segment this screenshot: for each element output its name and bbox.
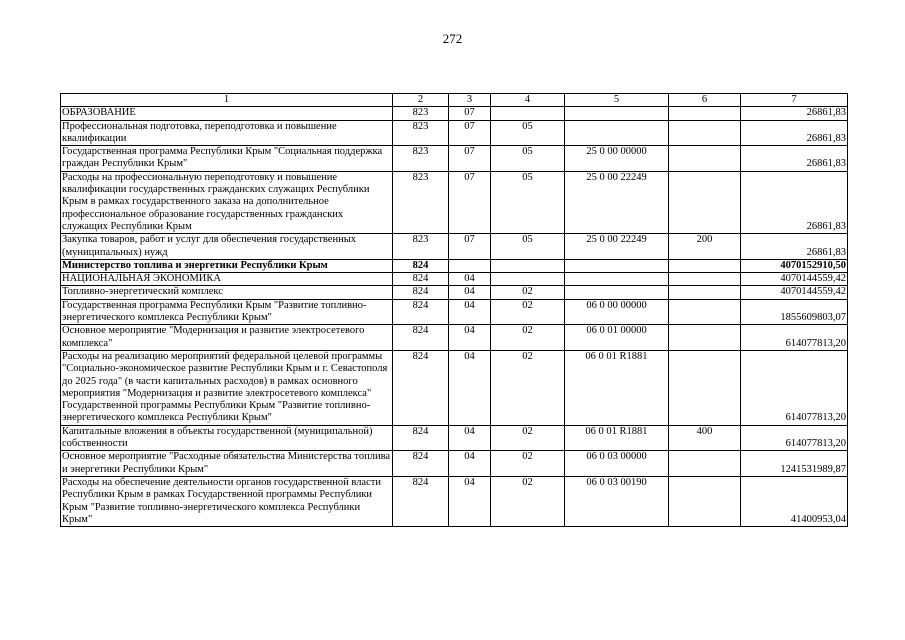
target-item-code: 06 0 00 00000 xyxy=(565,299,669,325)
amount: 41400953,04 xyxy=(741,476,848,526)
section-code: 07 xyxy=(449,171,491,233)
ministry-code: 823 xyxy=(393,171,449,233)
expense-type-code xyxy=(669,273,741,286)
page-number: 272 xyxy=(442,31,463,46)
section-code: 04 xyxy=(449,476,491,526)
row-name: Капитальные вложения в объекты государственной (муниципальной) собственности xyxy=(61,425,393,451)
ministry-code: 823 xyxy=(393,107,449,120)
table-row xyxy=(61,107,848,120)
amount: 614077813,20 xyxy=(741,350,848,425)
target-item-code: 06 0 01 00000 xyxy=(565,325,669,351)
expense-type-code xyxy=(669,286,741,299)
target-item-code: 06 0 01 R1881 xyxy=(565,350,669,425)
target-item-code: 25 0 00 00000 xyxy=(565,146,669,172)
expense-type-code xyxy=(669,350,741,425)
row-name: ОБРАЗОВАНИЕ xyxy=(61,107,393,120)
section-code: 07 xyxy=(449,120,491,146)
section-code: 04 xyxy=(449,299,491,325)
expense-type-code xyxy=(669,146,741,172)
subsection-code: 02 xyxy=(491,325,565,351)
table-row xyxy=(61,476,848,526)
target-item-code: 06 0 03 00190 xyxy=(565,476,669,526)
table-row xyxy=(61,171,848,233)
header-cell: 3 xyxy=(449,94,491,107)
ministry-code: 823 xyxy=(393,234,449,260)
section-code: 07 xyxy=(449,146,491,172)
subsection-code: 05 xyxy=(491,120,565,146)
expense-type-code xyxy=(669,476,741,526)
amount: 26861,83 xyxy=(741,120,848,146)
ministry-code: 824 xyxy=(393,259,449,272)
subsection-code: 02 xyxy=(491,425,565,451)
target-item-code xyxy=(565,273,669,286)
table-row xyxy=(61,286,848,299)
row-name: Расходы на профессиональную переподготовку и повышение квалификации государственных гражданских служащих Республики Крым в рамках государственного заказа на дополнительное профессиональное образование государственных гражданских служащих Республики Крым xyxy=(61,171,393,233)
expense-type-code xyxy=(669,171,741,233)
subsection-code: 05 xyxy=(491,234,565,260)
amount: 4070152910,50 xyxy=(741,259,848,272)
amount: 26861,83 xyxy=(741,171,848,233)
table-row xyxy=(61,259,848,272)
section-code: 04 xyxy=(449,451,491,477)
ministry-code: 824 xyxy=(393,476,449,526)
subsection-code xyxy=(491,259,565,272)
expense-type-code xyxy=(669,107,741,120)
table-row xyxy=(61,451,848,477)
table-header-row xyxy=(61,94,848,107)
ministry-code: 823 xyxy=(393,146,449,172)
subsection-code: 02 xyxy=(491,476,565,526)
amount: 1855609803,07 xyxy=(741,299,848,325)
row-name: Профессиональная подготовка, переподготовка и повышение квалификации xyxy=(61,120,393,146)
amount: 26861,83 xyxy=(741,146,848,172)
table-row xyxy=(61,146,848,172)
subsection-code: 02 xyxy=(491,451,565,477)
ministry-code: 824 xyxy=(393,299,449,325)
header-cell: 5 xyxy=(565,94,669,107)
row-name: Основное мероприятие "Модернизация и развитие электросетевого комплекса" xyxy=(61,325,393,351)
row-name: Закупка товаров, работ и услуг для обеспечения государственных (муниципальных) нужд xyxy=(61,234,393,260)
table-row xyxy=(61,299,848,325)
ministry-code: 824 xyxy=(393,286,449,299)
amount: 4070144559,42 xyxy=(741,273,848,286)
target-item-code xyxy=(565,286,669,299)
target-item-code: 06 0 03 00000 xyxy=(565,451,669,477)
target-item-code xyxy=(565,259,669,272)
section-code xyxy=(449,259,491,272)
table-row xyxy=(61,273,848,286)
ministry-code: 824 xyxy=(393,350,449,425)
table-row xyxy=(61,425,848,451)
amount: 26861,83 xyxy=(741,107,848,120)
section-code: 04 xyxy=(449,325,491,351)
subsection-code: 02 xyxy=(491,286,565,299)
expense-type-code xyxy=(669,259,741,272)
target-item-code: 06 0 01 R1881 xyxy=(565,425,669,451)
table-row xyxy=(61,350,848,425)
amount: 614077813,20 xyxy=(741,325,848,351)
amount: 614077813,20 xyxy=(741,425,848,451)
ministry-code: 824 xyxy=(393,325,449,351)
row-name: Государственная программа Республики Крым "Социальная поддержка граждан Республики Крым" xyxy=(61,146,393,172)
row-name: Расходы на обеспечение деятельности органов государственной власти Республики Крым в рамках Государственной программы Республики Крым "Развитие топливно-энергетического комплекса Республики Крым" xyxy=(61,476,393,526)
amount: 4070144559,42 xyxy=(741,286,848,299)
table-body xyxy=(61,107,848,527)
target-item-code: 25 0 00 22249 xyxy=(565,234,669,260)
section-code: 04 xyxy=(449,350,491,425)
row-name: Расходы на реализацию мероприятий федеральной целевой программы "Социально-экономическое развитие Республики Крым и г. Севастополя до 2025 года" (в части капитальных расходов) в рамках основного мероприятия "Модернизация и развитие электросетевого комплекса" Государственной программы Республики Крым "Развитие топливно-энергетического комплекса Республики Крым" xyxy=(61,350,393,425)
subsection-code: 02 xyxy=(491,299,565,325)
subsection-code xyxy=(491,273,565,286)
ministry-code: 823 xyxy=(393,120,449,146)
table-row xyxy=(61,120,848,146)
expense-type-code xyxy=(669,299,741,325)
section-code: 07 xyxy=(449,234,491,260)
row-name: Топливно-энергетический комплекс xyxy=(61,286,393,299)
header-cell: 1 xyxy=(61,94,393,107)
row-name: Министерство топлива и энергетики Республики Крым xyxy=(61,259,393,272)
budget-table xyxy=(60,93,848,527)
row-name: НАЦИОНАЛЬНАЯ ЭКОНОМИКА xyxy=(61,273,393,286)
subsection-code: 05 xyxy=(491,146,565,172)
header-cell: 2 xyxy=(393,94,449,107)
target-item-code: 25 0 00 22249 xyxy=(565,171,669,233)
ministry-code: 824 xyxy=(393,425,449,451)
expense-type-code xyxy=(669,325,741,351)
ministry-code: 824 xyxy=(393,451,449,477)
table-row xyxy=(61,325,848,351)
subsection-code: 05 xyxy=(491,171,565,233)
expense-type-code xyxy=(669,120,741,146)
amount: 1241531989,87 xyxy=(741,451,848,477)
section-code: 04 xyxy=(449,425,491,451)
ministry-code: 824 xyxy=(393,273,449,286)
expense-type-code xyxy=(669,451,741,477)
header-cell: 6 xyxy=(669,94,741,107)
amount: 26861,83 xyxy=(741,234,848,260)
table-row xyxy=(61,234,848,260)
header-cell: 4 xyxy=(491,94,565,107)
header-cell: 7 xyxy=(741,94,848,107)
subsection-code xyxy=(491,107,565,120)
subsection-code: 02 xyxy=(491,350,565,425)
expense-type-code: 200 xyxy=(669,234,741,260)
expense-type-code: 400 xyxy=(669,425,741,451)
target-item-code xyxy=(565,120,669,146)
section-code: 04 xyxy=(449,286,491,299)
section-code: 04 xyxy=(449,273,491,286)
target-item-code xyxy=(565,107,669,120)
row-name: Основное мероприятие "Расходные обязательства Министерства топлива и энергетики Республики Крым" xyxy=(61,451,393,477)
section-code: 07 xyxy=(449,107,491,120)
row-name: Государственная программа Республики Крым "Развитие топливно-энергетического комплекса Республики Крым" xyxy=(61,299,393,325)
